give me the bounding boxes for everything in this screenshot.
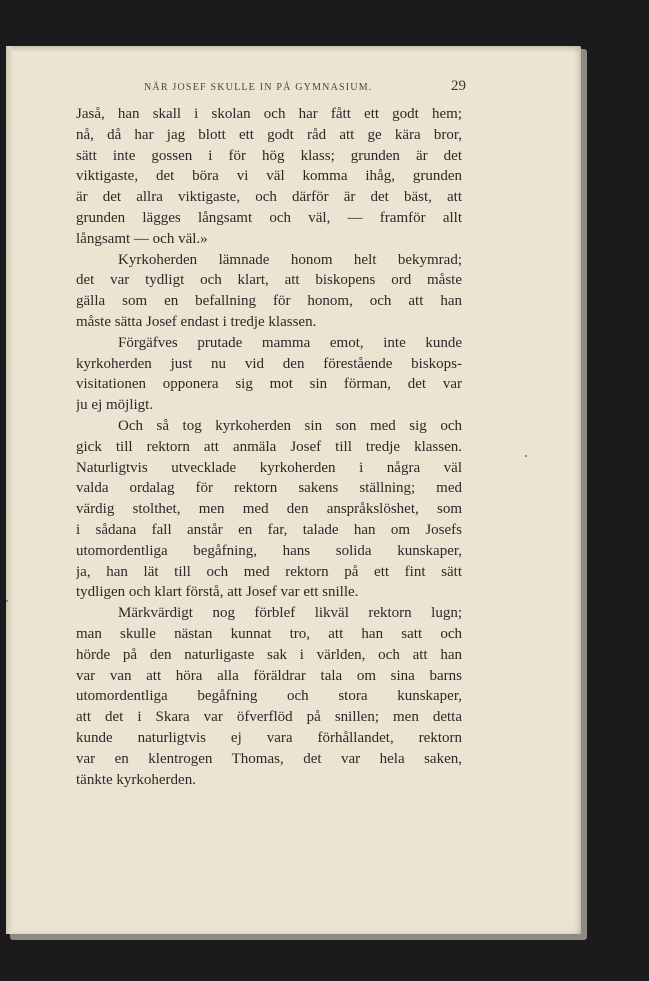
body-text [76, 104, 462, 790]
text-line: kunde naturligtvis ej vara förhållandet, rektorn [76, 729, 462, 746]
text-line: ju ej möjligt. [76, 397, 154, 414]
text-line: måste sätta Josef endast i tredje klassen. [76, 313, 317, 330]
paper-speck [6, 600, 8, 602]
text-line: tydligen och klart förstå, att Josef var ett snille. [76, 584, 359, 601]
running-title: NÄR JOSEF SKULLE IN PÅ GYMNASIUM. [144, 82, 373, 93]
running-head [80, 80, 466, 100]
paper-speck [525, 455, 527, 457]
page-left-edge [6, 46, 12, 934]
text-line: nå, då har jag blott ett godt råd att ge kära bror, [76, 126, 462, 143]
text-line: viktigaste, det böra vi väl komma ihåg, grunden [76, 168, 462, 185]
text-line: i sådana fall anstår en far, talade han om Josefs [76, 521, 462, 538]
paragraph-first-line: Märkvärdigt nog förblef likväl rektorn lugn; [118, 605, 462, 622]
page-number: 29 [451, 78, 466, 94]
text-line: var van att höra alla föräldrar tala om sina barns [76, 667, 462, 684]
text-line: långsamt — och väl.» [76, 230, 208, 247]
text-line: utomordentliga begåfning och stora kunskaper, [76, 688, 462, 705]
text-line: man skulle nästan kunnat tro, att han satt och [76, 625, 462, 642]
text-line: gick till rektorn att anmäla Josef till tredje klassen. [76, 438, 462, 455]
text-line: det var tydligt och klart, att biskopens ord måste [76, 272, 462, 289]
paragraph-first-line: Kyrkoherden lämnade honom helt bekymrad; [118, 251, 462, 268]
text-line: ja, han lät till och med rektorn på ett fint sätt [76, 563, 462, 580]
text-line: gälla som en befallning för honom, och att han [76, 293, 462, 310]
text-line: utomordentliga begåfning, hans solida kunskaper, [76, 542, 462, 559]
text-line: kyrkoherden just nu vid den förestående biskops- [76, 355, 462, 372]
text-line: tänkte kyrkoherden. [76, 771, 196, 788]
text-line: Naturligtvis utvecklade kyrkoherden i några väl [76, 459, 462, 476]
text-line: hörde på den naturligaste sak i världen, och att han [76, 646, 462, 663]
text-line: var en klentrogen Thomas, det var hela saken, [76, 750, 462, 767]
text-line: sätt inte gossen i för hög klass; grunden är det [76, 147, 462, 164]
text-line: valda ordalag för rektorn sakens ställning; med [76, 480, 462, 497]
paragraph-first-line: Förgäfves prutade mamma emot, inte kunde [118, 334, 462, 351]
text-line: värdig stolthet, men med den anspråkslöshet, som [76, 501, 462, 518]
text-line: grunden lägges långsamt och väl, — framför allt [76, 209, 462, 226]
text-line: är det allra viktigaste, och därför är det bäst, att [76, 189, 462, 206]
paragraph-first-line: Och så tog kyrkoherden sin son med sig och [118, 417, 462, 434]
text-line: Jaså, han skall i skolan och har fått ett godt hem; [76, 106, 462, 122]
text-line: att det i Skara var öfverflöd på snillen; men detta [76, 709, 462, 726]
text-line: visitationen opponera sig mot sin förman, det var [76, 376, 462, 393]
